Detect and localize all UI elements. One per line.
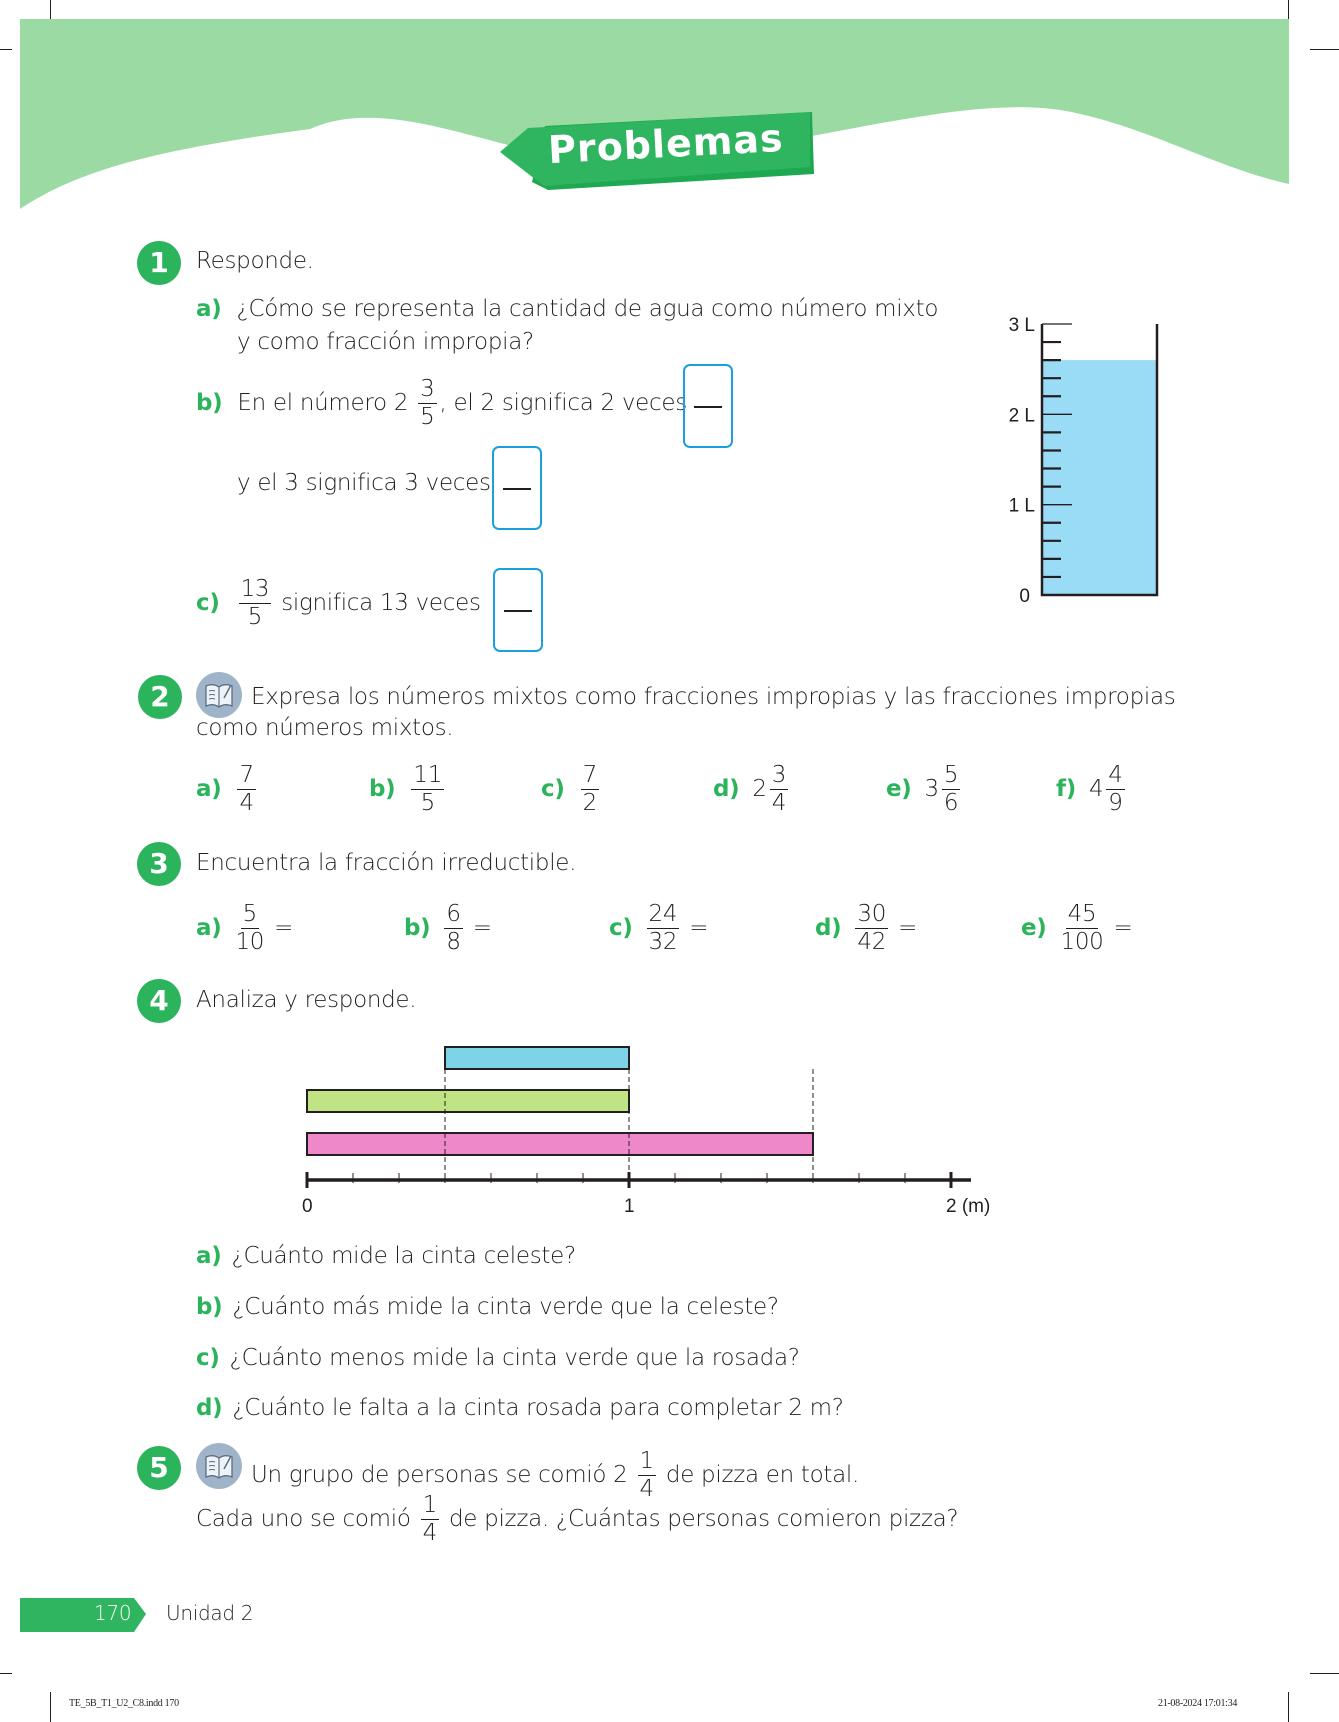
cylinder-label: 0 bbox=[1019, 586, 1030, 605]
problem2-item: c) $\frac{7}{2}$ bbox=[541, 762, 597, 816]
problem1-a-line2: y como fracción impropia? bbox=[237, 329, 534, 355]
fraction: $\frac{7}{4}$ bbox=[239, 762, 254, 816]
problem2-item: b) $\frac{11}{5}$ bbox=[369, 762, 443, 816]
measuring-cylinder bbox=[995, 300, 1165, 605]
problem2-item: d) 2 $\frac{3}{4}$ bbox=[713, 762, 787, 816]
problem3-instruction: Encuentra la fracción irreductible. bbox=[196, 850, 577, 876]
page-title: Problemas bbox=[547, 115, 785, 173]
fraction: $\frac{6}{8}$ bbox=[446, 901, 461, 955]
problem3-item: c) $\frac{24}{32}$ = bbox=[609, 901, 709, 955]
notebook-icon bbox=[196, 1443, 242, 1489]
fraction: $\frac{24}{32}$ bbox=[648, 901, 678, 955]
problem4-question: c) ¿Cuánto menos mide la cinta verde que la rosada? bbox=[196, 1345, 800, 1371]
problem5-line1: Un grupo de personas se comió 2 $\frac{1}{4}$ de pizza en total. bbox=[251, 1448, 860, 1502]
problem1-instruction: Responde. bbox=[196, 248, 314, 274]
problem3-item: d) $\frac{30}{42}$ = bbox=[815, 901, 918, 955]
problem2-instruction-2: como números mixtos. bbox=[196, 715, 454, 741]
axis-label: 0 bbox=[302, 1196, 313, 1217]
crop-mark bbox=[1310, 49, 1339, 50]
fraction: $\frac{1}{4}$ bbox=[422, 1492, 437, 1546]
axis-label: 2 (m) bbox=[946, 1196, 991, 1217]
problem5-line2: Cada uno se comió $\frac{1}{4}$ de pizza. ¿Cuántas personas comieron pizza? bbox=[196, 1492, 959, 1546]
notebook-icon bbox=[196, 672, 242, 718]
fraction: $\frac{5}{10}$ bbox=[235, 901, 265, 955]
question-text: , el 2 significa 2 veces bbox=[439, 390, 687, 416]
problem-number-2: 2 bbox=[138, 675, 182, 719]
axis-label: 1 bbox=[624, 1196, 635, 1217]
slug-file: TE_5B_T1_U2_C8.indd 170 bbox=[69, 1698, 179, 1709]
problem2-item: e) 3 $\frac{5}{6}$ bbox=[886, 762, 959, 816]
crop-mark bbox=[1288, 1692, 1289, 1722]
item-label: b) bbox=[196, 390, 223, 416]
problem2-item: a) $\frac{7}{4}$ bbox=[196, 762, 254, 816]
problem2-item: f) 4 $\frac{4}{9}$ bbox=[1056, 762, 1123, 816]
fraction: $\frac{11}{5}$ bbox=[413, 762, 443, 816]
problem-number-3: 3 bbox=[137, 842, 181, 886]
ribbon-rosada bbox=[307, 1133, 813, 1155]
fraction: $\frac{5}{6}$ bbox=[943, 762, 959, 816]
problem4-instruction: Analiza y responde. bbox=[196, 987, 417, 1013]
problem3-item: a) $\frac{5}{10}$ = bbox=[196, 901, 294, 955]
item-label: a) bbox=[196, 296, 222, 322]
problem-number-5: 5 bbox=[137, 1446, 181, 1490]
ribbon-verde bbox=[307, 1090, 629, 1112]
fraction: $\frac{30}{42}$ bbox=[857, 901, 887, 955]
problem1-a bbox=[196, 296, 938, 322]
ribbon-celeste bbox=[445, 1047, 629, 1069]
question-text: significa 13 veces bbox=[281, 590, 481, 616]
crop-mark bbox=[1310, 1673, 1339, 1674]
unit-label: Unidad 2 bbox=[166, 1601, 254, 1625]
problem-number-4: 4 bbox=[137, 979, 181, 1023]
cylinder-label: 1 L bbox=[1008, 495, 1035, 517]
problem-number-1: 1 bbox=[137, 241, 181, 285]
problem4-question: d) ¿Cuánto le falta a la cinta rosada para completar 2 m? bbox=[196, 1395, 844, 1421]
cylinder-label: 3 L bbox=[1008, 315, 1035, 336]
fraction: $\frac{3}{5}$ bbox=[420, 376, 435, 430]
fraction: $\frac{4}{9}$ bbox=[1108, 762, 1123, 816]
problem1-b bbox=[196, 378, 687, 429]
problem4-question: a) ¿Cuánto mide la cinta celeste? bbox=[196, 1243, 576, 1269]
question-text: ¿Cómo se representa la cantidad de agua como número mixto bbox=[236, 296, 939, 322]
problem3-item: b) $\frac{6}{8}$ = bbox=[404, 901, 492, 955]
fraction: $\frac{13}{5}$ bbox=[240, 576, 270, 630]
crop-mark bbox=[0, 49, 12, 50]
page-number: 170 bbox=[94, 1601, 132, 1625]
item-label: c) bbox=[196, 590, 220, 616]
question-text: En el número 2 bbox=[237, 390, 409, 416]
fraction: $\frac{7}{2}$ bbox=[582, 762, 597, 816]
slug-timestamp: 21-08-2024 17:01:34 bbox=[1158, 1698, 1238, 1709]
answer-box[interactable] bbox=[683, 364, 733, 448]
fraction: $\frac{45}{100}$ bbox=[1060, 901, 1104, 955]
answer-box[interactable] bbox=[492, 446, 542, 530]
crop-mark bbox=[50, 1692, 51, 1722]
problem1-b-line2: y el 3 significa 3 veces bbox=[237, 470, 491, 496]
fraction: $\frac{1}{4}$ bbox=[639, 1448, 654, 1502]
fraction: $\frac{3}{4}$ bbox=[771, 762, 787, 816]
ribbon-diagram bbox=[290, 1035, 1030, 1225]
problem4-question: b) ¿Cuánto más mide la cinta verde que la celeste? bbox=[196, 1294, 779, 1320]
problem3-item: e) $\frac{45}{100}$ = bbox=[1021, 901, 1133, 955]
answer-box[interactable] bbox=[493, 568, 543, 652]
problem1-c bbox=[196, 578, 481, 629]
problem2-instruction: Expresa los números mixtos como fracciones impropias y las fracciones impropias bbox=[251, 684, 1176, 710]
crop-mark bbox=[0, 1673, 12, 1674]
cylinder-label: 2 L bbox=[1008, 405, 1035, 427]
